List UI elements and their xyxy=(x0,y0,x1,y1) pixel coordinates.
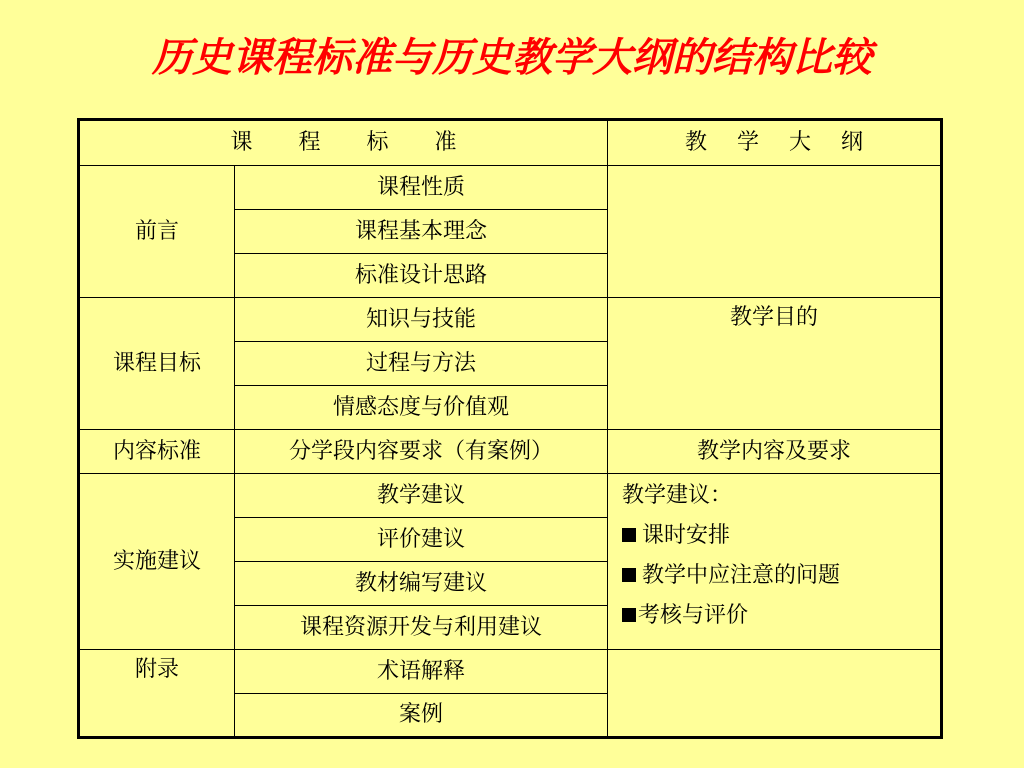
header-char: 标 xyxy=(366,130,389,155)
header-char: 准 xyxy=(434,130,457,155)
syllabus-cell-empty xyxy=(608,650,942,738)
standard-item: 课程基本理念 xyxy=(235,210,608,254)
list-item xyxy=(622,516,936,556)
list-item xyxy=(622,556,936,596)
header-teaching-syllabus xyxy=(608,120,942,166)
comparison-table xyxy=(77,118,943,739)
section-label-preface: 前言 xyxy=(79,166,235,298)
table-row xyxy=(79,298,942,342)
page-title: 历史课程标准与历史教学大纲的结构比较 xyxy=(152,34,872,81)
teaching-suggestions-heading: 教学建议： xyxy=(622,483,733,508)
teaching-suggestions-list xyxy=(612,476,936,636)
list-item xyxy=(622,596,936,636)
standard-item: 教材编写建议 xyxy=(235,562,608,606)
square-bullet-icon xyxy=(622,568,636,582)
table-row xyxy=(79,474,942,518)
standard-item: 情感态度与价值观 xyxy=(235,386,608,430)
standard-item: 知识与技能 xyxy=(235,298,608,342)
syllabus-cell-empty xyxy=(608,166,942,298)
section-label-goals: 课程目标 xyxy=(79,298,235,430)
header-char: 大 xyxy=(789,130,812,155)
syllabus-teaching-purpose: 教学目的 xyxy=(608,298,942,430)
standard-item: 过程与方法 xyxy=(235,342,608,386)
header-char: 教 xyxy=(684,130,707,155)
header-course-standard xyxy=(79,120,608,166)
section-label-appendix: 附录 xyxy=(79,650,235,738)
header-char: 学 xyxy=(736,130,759,155)
section-label-content: 内容标准 xyxy=(79,430,235,474)
header-char: 课 xyxy=(230,130,253,155)
syllabus-teaching-content: 教学内容及要求 xyxy=(608,430,942,474)
list-item-label: 教学中应注意的问题 xyxy=(642,563,841,588)
standard-item: 课程资源开发与利用建议 xyxy=(235,606,608,650)
standard-item: 分学段内容要求（有案例） xyxy=(235,430,608,474)
square-bullet-icon xyxy=(622,608,636,622)
table-row xyxy=(79,650,942,694)
syllabus-teaching-suggestions xyxy=(608,474,942,650)
section-label-implementation: 实施建议 xyxy=(79,474,235,650)
standard-item: 标准设计思路 xyxy=(235,254,608,298)
standard-item: 课程性质 xyxy=(235,166,608,210)
standard-item: 评价建议 xyxy=(235,518,608,562)
header-char: 程 xyxy=(298,130,321,155)
table-row xyxy=(79,166,942,210)
standard-item: 案例 xyxy=(235,694,608,738)
table-header-row xyxy=(79,120,942,166)
header-char: 纲 xyxy=(841,130,864,155)
standard-item: 术语解释 xyxy=(235,650,608,694)
table-row xyxy=(79,430,942,474)
list-item-label: 课时安排 xyxy=(642,523,731,548)
square-bullet-icon xyxy=(622,528,636,542)
list-item-label: 考核与评价 xyxy=(638,603,749,628)
standard-item: 教学建议 xyxy=(235,474,608,518)
